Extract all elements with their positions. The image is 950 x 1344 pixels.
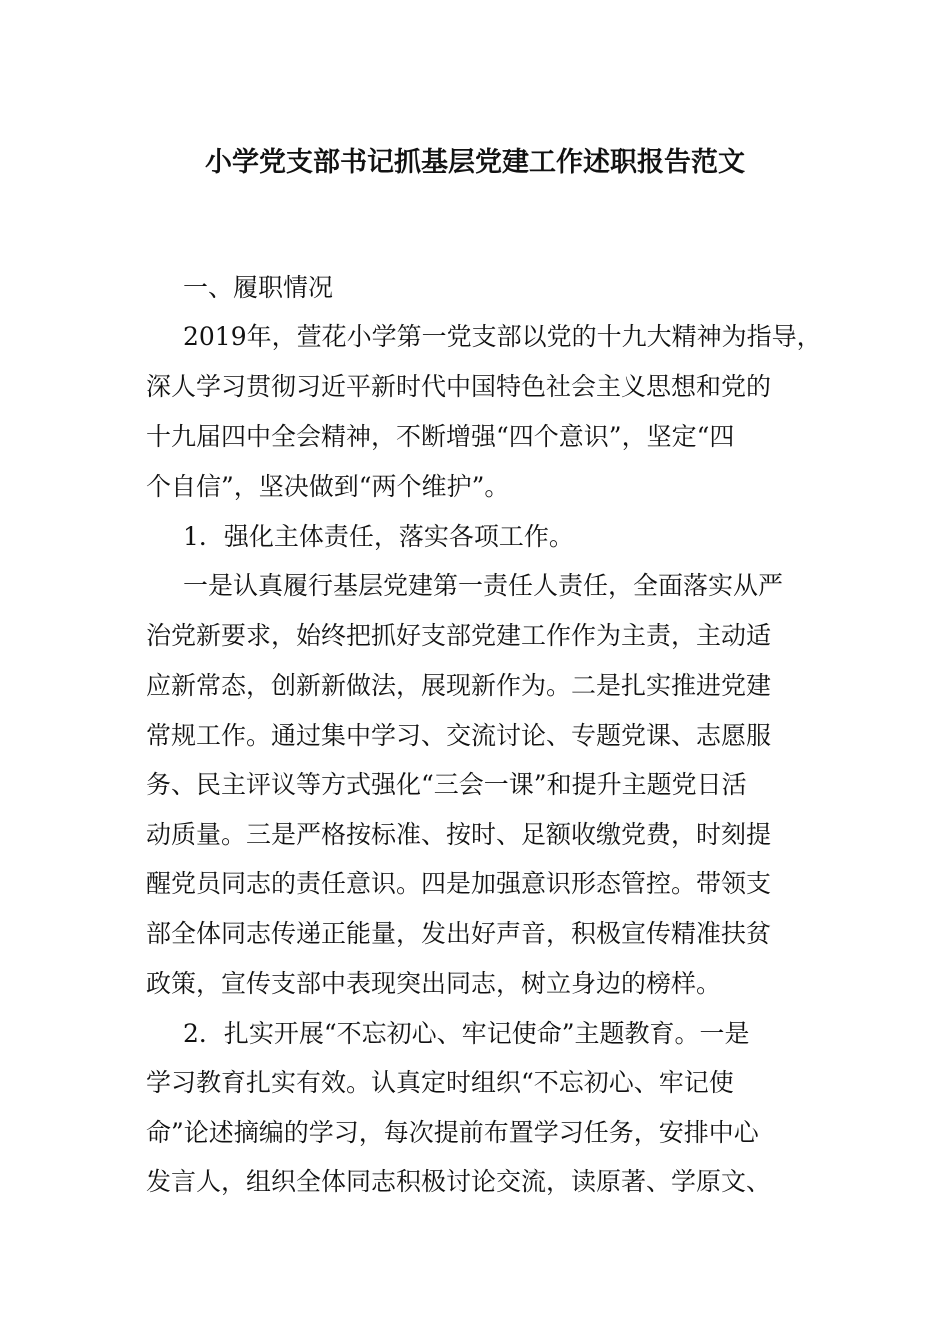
document-title: 小学党支部书记抓基层党建工作述职报告范文 [205,147,745,178]
paragraph-line: 发言人，组织全体同志积极讨论交流，读原著、学原文、 [146,1167,772,1196]
paragraph-line: 一是认真履行基层党建第一责任人责任，全面落实从严 [183,571,784,600]
paragraph-line: 常规工作。通过集中学习、交流讨论、专题党课、志愿服 [146,721,772,750]
paragraph-line: 应新常态，创新新做法，展现新作为。二是扎实推进党建 [146,671,772,700]
paragraph-line: 深人学习贯彻习近平新时代中国特色社会主义思想和党的 [146,372,772,401]
paragraph-line: 部全体同志传递正能量，发出好声音，积极宣传精准扶贫 [146,919,772,948]
subsection-heading: 2．扎实开展“不忘初心、牢记使命”主题教育。一是 [183,1019,750,1048]
paragraph-line: 2019年，萱花小学第一党支部以党的十九大精神为指导， [183,322,822,351]
paragraph-line: 学习教育扎实有效。认真定时组织“不忘初心、牢记使 [146,1068,734,1097]
subsection-heading: 1．强化主体责任，落实各项工作。 [183,522,574,551]
paragraph-line: 动质量。三是严格按标准、按时、足额收缴党费，时刻提 [146,820,772,849]
paragraph-line: 命”论述摘编的学习，每次提前布置学习任务，安排中心 [146,1118,759,1147]
paragraph-line: 政策，宣传支部中表现突出同志，树立身边的榜样。 [146,969,722,998]
paragraph-line: 十九届四中全会精神，不断增强“四个意识”，坚定“四 [146,422,735,451]
paragraph-line: 治党新要求，始终把抓好支部党建工作作为主责，主动适 [146,621,772,650]
section-heading: 一、履职情况 [183,273,334,302]
paragraph-line: 务、民主评议等方式强化“三会一课”和提升主题党日活 [146,770,747,799]
paragraph-line: 个自信”，坚决做到“两个维护”。 [146,472,510,501]
paragraph-line: 醒党员同志的责任意识。四是加强意识形态管控。带领支 [146,869,772,898]
